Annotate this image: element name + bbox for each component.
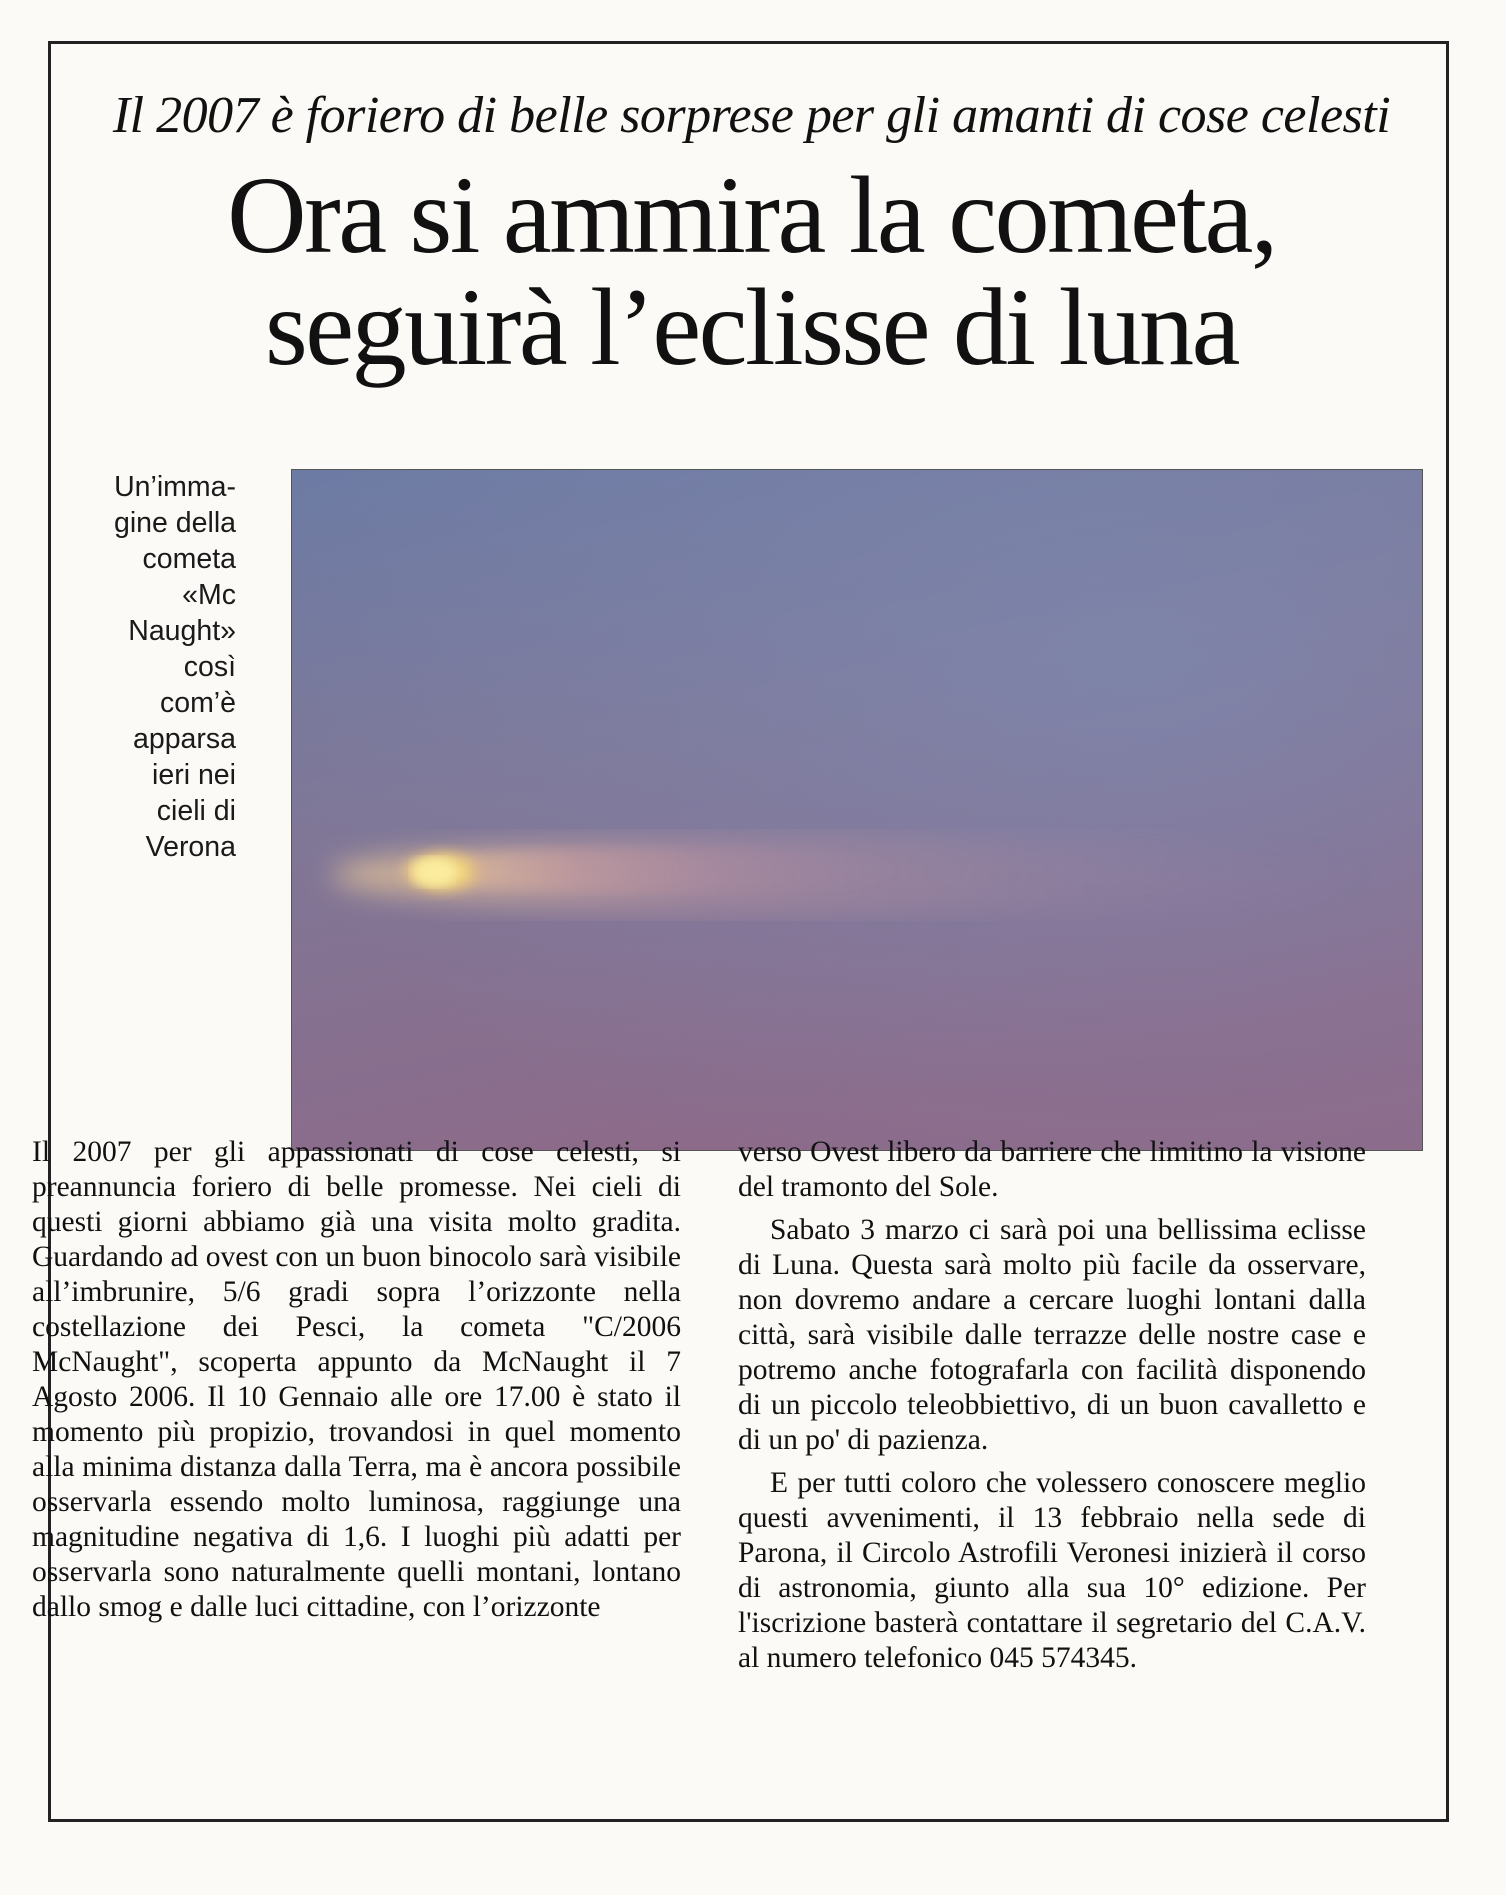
paragraph: E per tutti coloro che volessero conoscere meglio questi avvenimenti, il 13 febbraio nella sede di Parona, il Circolo Astrofili Veronesi inizierà il corso di astronomia, giunto alla sua 10° edizione. Per l'iscrizione basterà contattare il segretario del C.A.V. al numero telefonico 045 574345. [738,1467,1366,1674]
caption-line: ieri nei [152,759,236,791]
article-column-2 [738,1135,1366,1676]
paragraph: verso Ovest libero da barriere che limitino la visione del tramonto del Sole. [738,1136,1366,1203]
caption-line: com’è [159,687,236,719]
article-column-1 [32,1135,681,1625]
comet-photo [291,469,1423,1151]
caption-line: cometa [142,543,236,575]
headline-line-2: seguirà l’eclisse di luna [265,266,1238,388]
caption-line: Verona [145,831,236,863]
caption-line: così [183,651,236,683]
caption-line: «Mc [182,579,236,611]
caption-line: gine della [113,507,236,539]
article-kicker: Il 2007 è foriero di belle sorprese per gli amanti di cose celesti [112,87,1391,144]
caption-line: apparsa [133,723,236,755]
caption-line: cieli di [156,795,236,827]
paragraph: Sabato 3 marzo ci sarà poi una bellissima eclisse di Luna. Questa sarà molto più facile da osservare, non dovremo andare a cercare luoghi lontani dalla città, sarà visibile dalle terrazze delle nostre case e potremo anche fotografarla con facilità disponendo di un piccolo teleobbiettivo, di un buon cavalletto e di un po' di pazienza. [738,1214,1366,1456]
paragraph: Il 2007 per gli appassionati di cose celesti, si preannuncia foriero di belle promesse. Nei cieli di questi giorni abbiamo già una visita molto gradita. Guardando ad ovest con un buon binocolo sarà visibile all’imbrunire, 5/6 gradi sopra l’orizzonte nella costellazione dei Pesci, la cometa "C/2006 McNaught", scoperta appunto da McNaught il 7 Agosto 2006. Il 10 Gennaio alle ore 17.00 è stato il momento più propizio, trovandosi in quel momento alla minima distanza dalla Terra, ma è ancora possibile osservarla essendo molto luminosa, raggiunge una magnitudine negativa di 1,6. I luoghi più adatti per osservarla sono naturalmente quelli montani, lontano dallo smog e dalle luci cittadine, con l’orizzonte [32,1136,681,1623]
comet-photo-image [292,470,1423,1151]
article-headline [51,154,1452,388]
caption-line: Naught» [128,615,236,647]
caption-line: Un’imma- [114,471,236,503]
headline-line-1: Ora si ammira la cometa, [227,154,1276,276]
photo-caption [91,469,236,865]
